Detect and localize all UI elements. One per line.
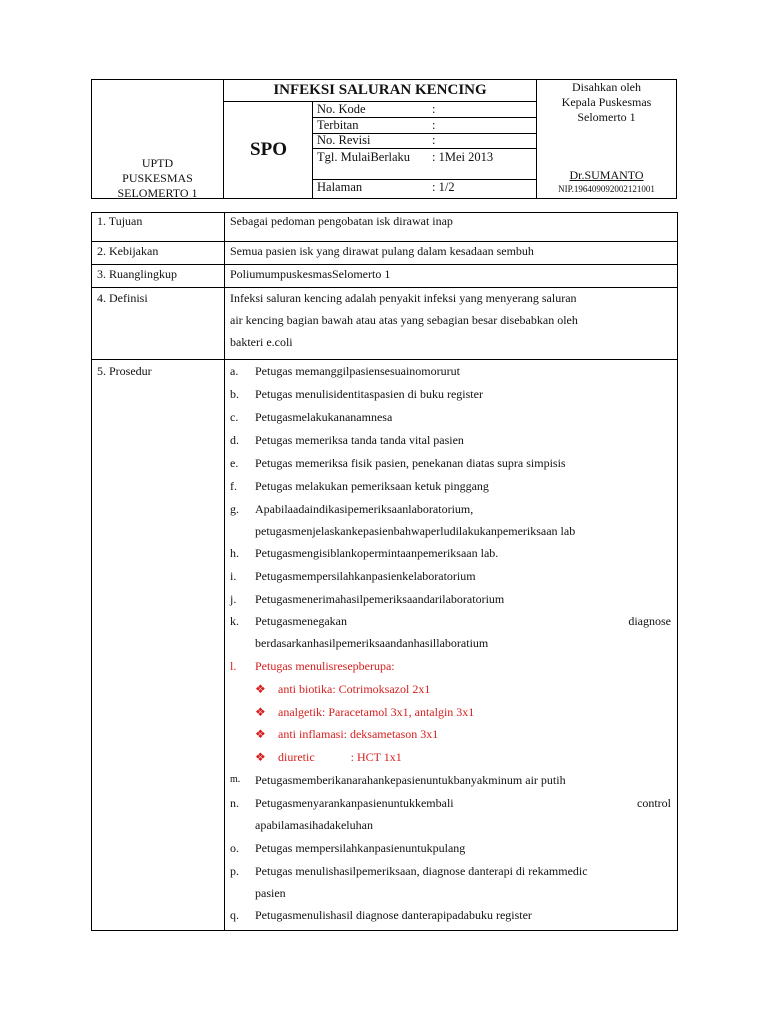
step-marker: g. [230, 502, 239, 516]
step-text [255, 792, 671, 814]
field-value-tgl-mulai-berlaku: : 1Mei 2013 [432, 150, 494, 164]
field-label-halaman: Halaman [317, 180, 363, 194]
field-value-no-kode: : [432, 102, 436, 116]
row-label-tujuan: 1. Tujuan [97, 214, 143, 228]
procedure-step-h [230, 542, 671, 564]
step-text: Petugasmengisiblankopermintaanpemeriksaan lab. [255, 546, 499, 560]
step-text: Petugas menulisresepberupa: [255, 659, 395, 673]
procedure-step-b [230, 383, 671, 405]
step-text: berdasarkanhasilpemeriksaandanhasillaboratium [255, 636, 489, 650]
procedure-step-c [230, 406, 671, 428]
prescription-text: anti inflamasi: deksametason 3x1 [278, 727, 439, 741]
procedure-step-f [230, 475, 671, 497]
field-label-tgl-mulai-berlaku: Tgl. MulaiBerlaku [317, 150, 411, 164]
step-text: Petugas melakukan pemeriksaan ketuk pinggang [255, 479, 489, 493]
step-marker: d. [230, 433, 239, 447]
step-text: apabilamasihadakeluhan [255, 818, 373, 832]
step-text-right: diagnose [628, 614, 671, 628]
row-label-ruanglingkup: 3. Ruanglingkup [97, 267, 177, 281]
document-title: INFEKSI SALURAN KENCING [273, 82, 487, 98]
procedure-step-l [230, 655, 671, 677]
procedure-step-a [230, 360, 671, 382]
step-marker: a. [230, 364, 239, 378]
prescription-text: diuretic : HCT 1x1 [278, 750, 402, 764]
step-text: Petugas memanggilpasiensesuainomorurut [255, 364, 460, 378]
step-text: Apabilaadaindikasipemeriksaanlaboratorium, [255, 502, 474, 516]
approval-line: Selomerto 1 [577, 110, 636, 124]
approval-line: Disahkan oleh [572, 80, 641, 94]
procedure-step-i [230, 565, 671, 587]
step-text: Petugasmenerimahasilpemeriksaandarilaboratorium [255, 592, 505, 606]
step-marker: h. [230, 546, 239, 560]
step-text: Petugasmempersilahkanpasienkelaboratorium [255, 569, 476, 583]
procedure-step-k [230, 610, 671, 632]
step-text: pasien [255, 886, 286, 900]
step-text: Petugasmemberikanarahankepasienuntukbanyakminum air putih [255, 773, 566, 787]
signatory-nip: NIP.196409092002121001 [558, 184, 655, 194]
step-text: Petugas menulisidentitaspasien di buku register [255, 387, 483, 401]
field-label-no-kode: No. Kode [317, 102, 366, 116]
step-marker: k. [230, 614, 239, 628]
diamond-bullet-icon: ❖ [255, 705, 266, 719]
prescription-text: analgetik: Paracetamol 3x1, antalgin 3x1 [278, 705, 475, 719]
step-text: Petugas memeriksa tanda tanda vital pasien [255, 433, 464, 447]
step-text: Petugasmelakukananamnesa [255, 410, 393, 424]
procedure-step-m [230, 769, 671, 791]
step-text-right: control [637, 796, 671, 810]
row-text-definisi-line: Infeksi saluran kencing adalah penyakit infeksi yang menyerang saluran [230, 291, 577, 305]
step-marker: n. [230, 796, 239, 810]
organization-name [91, 156, 224, 201]
procedure-step-g-continued [230, 520, 671, 542]
approval-block [537, 80, 676, 125]
procedure-step-k-continued [230, 632, 671, 654]
procedure-step-n-continued [230, 814, 671, 836]
row-label-definisi: 4. Definisi [97, 291, 148, 305]
row-text-definisi-line: bakteri e.coli [230, 335, 293, 349]
diamond-bullet-icon: ❖ [255, 727, 266, 741]
step-marker: c. [230, 410, 239, 424]
step-text: petugasmenjelaskankepasienbahwaperludilakukanpemeriksaan lab [255, 524, 576, 538]
step-text: Petugas memeriksa fisik pasien, penekanan diatas supra simpisis [255, 456, 566, 470]
procedure-step-q [230, 904, 671, 926]
field-label-no-revisi: No. Revisi [317, 133, 371, 147]
step-text-left: Petugasmenyarankanpasienuntukkembali [255, 796, 454, 810]
step-marker: p. [230, 864, 239, 878]
step-marker: f. [230, 479, 237, 493]
approval-line: Kepala Puskesmas [561, 95, 652, 109]
procedure-step-o [230, 837, 671, 859]
step-marker: i. [230, 569, 237, 583]
step-marker: l. [230, 659, 237, 673]
procedure-step-e [230, 452, 671, 474]
step-text: Petugas mempersilahkanpasienuntukpulang [255, 841, 466, 855]
row-text-kebijakan: Semua pasien isk yang dirawat pulang dalam kesadaan sembuh [230, 244, 534, 258]
org-line: SELOMERTO 1 [117, 186, 198, 200]
row-label-kebijakan: 2. Kebijakan [97, 244, 159, 258]
step-text-left: Petugasmenegakan [255, 614, 347, 628]
org-line: PUSKESMAS [122, 171, 193, 185]
step-text [255, 610, 671, 632]
procedure-step-p-continued [230, 882, 671, 904]
row-text-tujuan: Sebagai pedoman pengobatan isk dirawat inap [230, 214, 453, 228]
prescription-text: anti biotika: Cotrimoksazol 2x1 [278, 682, 431, 696]
doc-type-label: SPO [250, 138, 287, 160]
row-text-definisi-line: air kencing bagian bawah atau atas yang sebagian besar disebabkan oleh [230, 313, 578, 327]
signatory-name: Dr.SUMANTO [569, 168, 644, 182]
step-marker: q. [230, 908, 239, 922]
org-line: UPTD [141, 156, 174, 170]
field-value-no-revisi: : [432, 133, 436, 147]
row-text-ruanglingkup: PoliumumpuskesmasSelomerto 1 [230, 267, 391, 281]
step-text: Petugas menulishasilpemeriksaan, diagnose danterapi di rekammedic [255, 864, 588, 878]
field-value-terbitan: : [432, 118, 436, 132]
row-label-prosedur: 5. Prosedur [97, 364, 152, 378]
step-marker: o. [230, 841, 239, 855]
step-marker: j. [230, 592, 237, 606]
step-marker: b. [230, 387, 239, 401]
diamond-bullet-icon: ❖ [255, 682, 266, 696]
procedure-step-j [230, 588, 671, 610]
procedure-step-n [230, 792, 671, 814]
procedure-step-p [230, 860, 671, 882]
step-marker: e. [230, 456, 239, 470]
step-text: Petugasmenulishasil diagnose danterapipadabuku register [255, 908, 532, 922]
field-value-halaman: : 1/2 [432, 180, 455, 194]
procedure-step-g [230, 498, 671, 520]
field-label-terbitan: Terbitan [317, 118, 359, 132]
diamond-bullet-icon: ❖ [255, 750, 266, 764]
procedure-step-d [230, 429, 671, 451]
step-marker: m. [230, 774, 241, 785]
